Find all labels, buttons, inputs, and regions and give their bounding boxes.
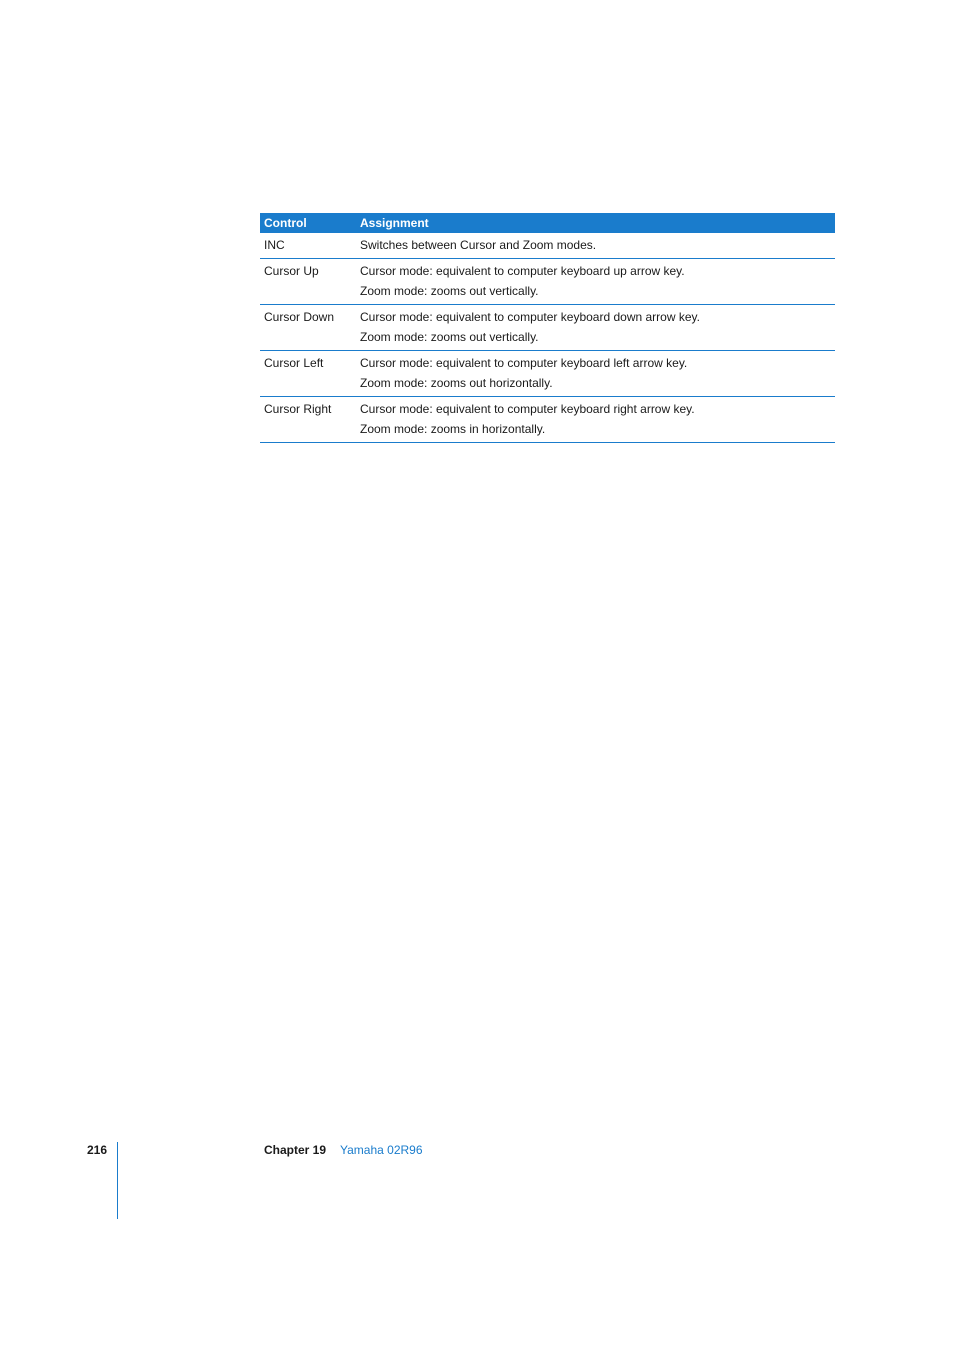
column-header-control: Control <box>260 213 356 233</box>
control-assignment-table <box>260 213 835 443</box>
table-row <box>260 397 835 443</box>
assignment-line: Zoom mode: zooms out vertically. <box>360 284 539 298</box>
table-header-row <box>260 213 835 233</box>
assignment-line: Cursor mode: equivalent to computer keyboard left arrow key. <box>360 356 688 370</box>
footer-chapter-label: Chapter 19 <box>264 1143 327 1157</box>
table-row <box>260 351 835 397</box>
assignment-line: Cursor mode: equivalent to computer keyboard right arrow key. <box>360 402 695 416</box>
assignment-cell <box>356 233 835 259</box>
table-row <box>260 305 835 351</box>
page-number: 216 <box>87 1143 108 1157</box>
control-cell: INC <box>260 233 356 259</box>
column-header-assignment: Assignment <box>356 213 835 233</box>
footer-chapter-title: Yamaha 02R96 <box>340 1143 423 1157</box>
assignment-line: Zoom mode: zooms out horizontally. <box>360 376 553 390</box>
control-cell: Cursor Down <box>260 305 356 351</box>
assignment-cell <box>356 397 835 443</box>
control-cell: Cursor Right <box>260 397 356 443</box>
table-row <box>260 259 835 305</box>
assignment-line: Cursor mode: equivalent to computer keyboard up arrow key. <box>360 264 685 278</box>
assignment-line: Zoom mode: zooms out vertically. <box>360 330 539 344</box>
assignment-line: Zoom mode: zooms in horizontally. <box>360 422 546 436</box>
assignment-cell <box>356 351 835 397</box>
control-cell: Cursor Left <box>260 351 356 397</box>
assignment-cell <box>356 259 835 305</box>
assignment-cell <box>356 305 835 351</box>
control-cell: Cursor Up <box>260 259 356 305</box>
table-row <box>260 233 835 259</box>
assignment-line: Cursor mode: equivalent to computer keyboard down arrow key. <box>360 310 700 324</box>
assignment-line: Switches between Cursor and Zoom modes. <box>360 238 597 252</box>
footer-divider <box>117 1142 118 1219</box>
